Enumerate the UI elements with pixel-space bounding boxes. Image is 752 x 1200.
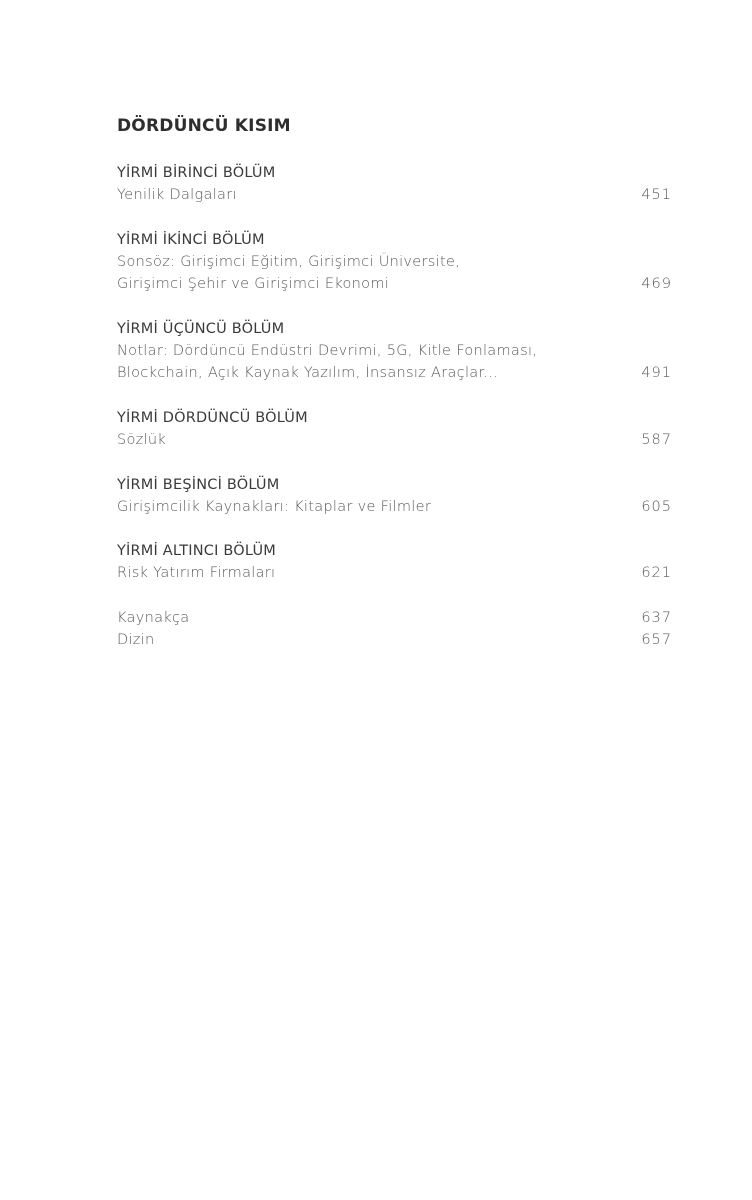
chapter-title-line <box>117 496 672 518</box>
toc-entry <box>117 540 672 584</box>
chapter-title-line <box>117 562 672 584</box>
page-number: 587 <box>641 432 672 448</box>
chapter-title-text: Risk Yatırım Firmaları <box>117 565 276 581</box>
chapter-heading: YİRMİ ÜÇÜNCÜ BÖLÜM <box>117 321 285 337</box>
page-number: 491 <box>641 365 672 381</box>
chapter-title-text: Notlar: Dördüncü Endüstri Devrimi, 5G, Kitle Fonlaması, <box>117 343 538 359</box>
toc-entry <box>117 162 672 206</box>
chapter-title-line <box>117 251 672 273</box>
chapter-title-line <box>117 340 672 362</box>
page-number: 657 <box>641 632 672 648</box>
toc-entry <box>117 229 672 295</box>
back-matter-label: Kaynakça <box>117 610 190 626</box>
chapter-title-text: Sözlük <box>117 432 167 448</box>
toc-entry <box>117 318 672 384</box>
page-number: 469 <box>641 276 672 292</box>
chapter-title-text: Sonsöz: Girişimci Eğitim, Girişimci Üniversite, <box>117 254 461 270</box>
back-matter-item <box>117 629 672 651</box>
chapter-title-text: Blockchain, Açık Kaynak Yazılım, İnsansız Araçlar... <box>117 365 499 381</box>
page-number: 605 <box>641 499 672 515</box>
chapter-heading: YİRMİ İKİNCİ BÖLÜM <box>117 232 265 248</box>
back-matter-item <box>117 607 672 629</box>
chapter-title-line <box>117 429 672 451</box>
page-number: 621 <box>641 565 672 581</box>
chapter-title-line <box>117 184 672 206</box>
chapter-title-text: Girişimcilik Kaynakları: Kitaplar ve Filmler <box>117 499 432 515</box>
page-number: 637 <box>641 610 672 626</box>
chapter-heading: YİRMİ BEŞİNCİ BÖLÜM <box>117 477 280 493</box>
toc-entry <box>117 474 672 518</box>
back-matter-label: Dizin <box>117 632 155 648</box>
chapter-heading: YİRMİ ALTINCI BÖLÜM <box>117 543 276 559</box>
chapter-title-text: Girişimci Şehir ve Girişimci Ekonomi <box>117 276 390 292</box>
chapter-title-line <box>117 273 672 295</box>
page-number: 451 <box>641 187 672 203</box>
chapter-heading: YİRMİ DÖRDÜNCÜ BÖLÜM <box>117 410 308 426</box>
chapter-title-line <box>117 362 672 384</box>
part-title: DÖRDÜNCÜ KISIM <box>117 116 291 136</box>
toc-entry <box>117 407 672 451</box>
back-matter <box>117 607 672 651</box>
chapter-title-text: Yenilik Dalgaları <box>117 187 237 203</box>
chapter-heading: YİRMİ BİRİNCİ BÖLÜM <box>117 165 276 181</box>
